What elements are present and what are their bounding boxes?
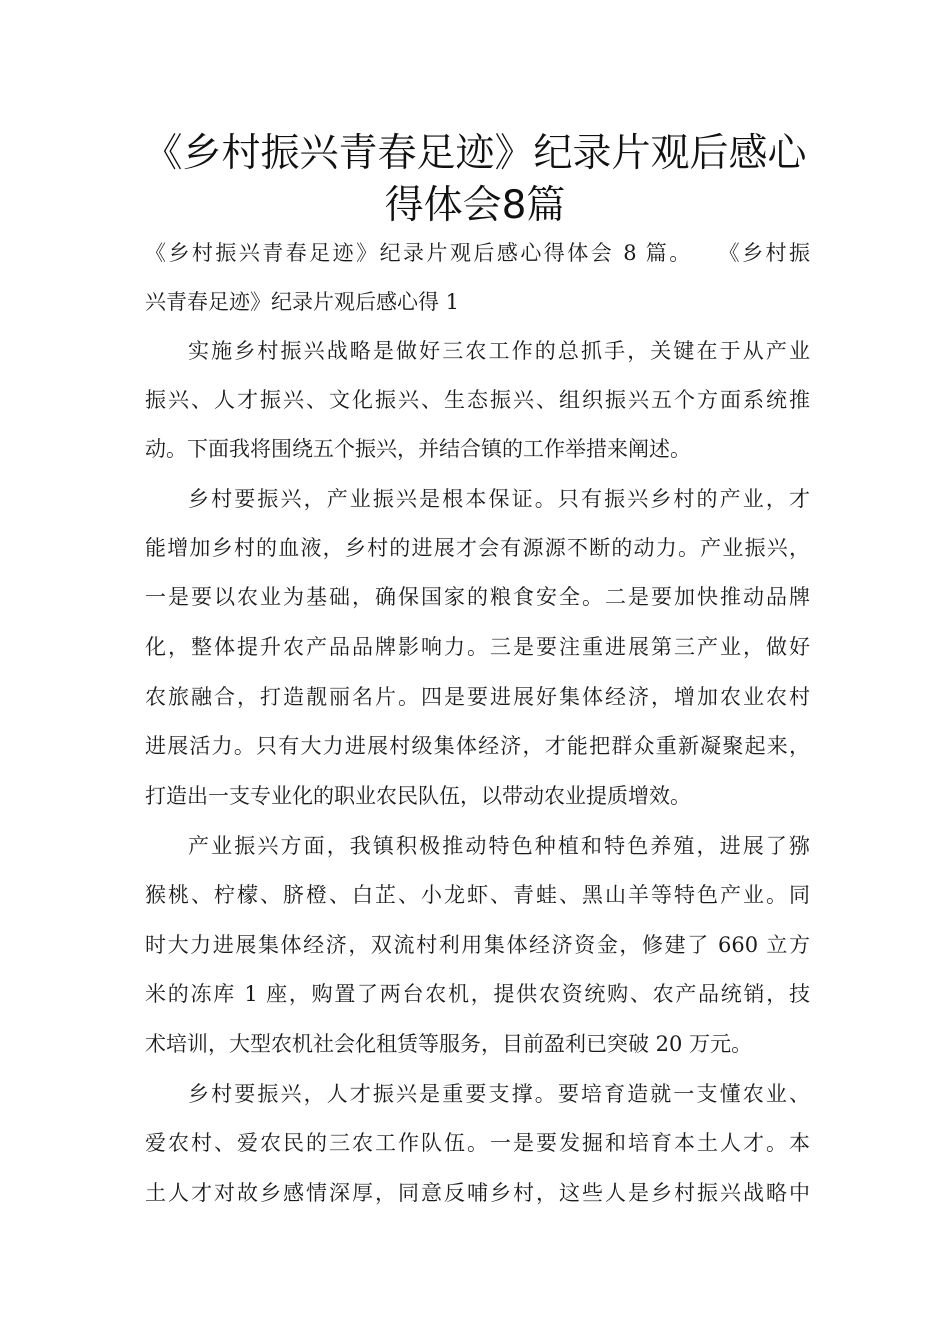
paragraph-line: 动。下面我将围绕五个振兴，并结合镇的工作举措来阐述。 — [145, 437, 691, 461]
paragraph-line: 米的冻库 1 座，购置了两台农机，提供农资统购、农产品统销，技 — [145, 982, 810, 1006]
paragraph-line: 一是要以农业为基础，确保国家的粮食安全。二是要加快推动品牌 — [145, 585, 810, 609]
paragraph-line: 产业振兴方面，我镇积极推动特色种植和特色养殖，进展了猕 — [188, 834, 810, 858]
paragraph-line: 振兴、人才振兴、文化振兴、生态振兴、组织振兴五个方面系统推 — [145, 388, 810, 412]
document-title-line-1: 《乡村振兴青春足迹》纪录片观后感心 — [143, 131, 807, 176]
paragraph-line: 农旅融合，打造靓丽名片。四是要进展好集体经济，增加农业农村 — [145, 685, 810, 709]
paragraph-line: 化，整体提升农产品品牌影响力。三是要注重进展第三产业，做好 — [145, 635, 810, 659]
paragraph-line: 实施乡村振兴战略是做好三农工作的总抓手，关键在于从产业 — [188, 339, 810, 363]
paragraph-line: 土人才对故乡感情深厚，同意反哺乡村，这些人是乡村振兴战略中 — [145, 1181, 810, 1205]
paragraph-line: 术培训，大型农机社会化租赁等服务，目前盈利已突破 20 万元。 — [145, 1032, 753, 1056]
paragraph-line: 打造出一支专业化的职业农民队伍，以带动农业提质增效。 — [145, 784, 691, 808]
intro-line-2: 兴青春足迹》纪录片观后感心得 1 — [145, 290, 460, 314]
paragraph-line: 乡村要振兴，产业振兴是根本保证。只有振兴乡村的产业，才 — [188, 487, 810, 511]
paragraph-line: 时大力进展集体经济，双流村利用集体经济资金，修建了 660 立方 — [145, 933, 810, 957]
paragraph-line: 乡村要振兴，人才振兴是重要支撑。要培育造就一支懂农业、 — [188, 1082, 810, 1106]
document-title-line-2: 得体会8篇 — [384, 183, 566, 228]
paragraph-line: 能增加乡村的血液，乡村的进展才会有源源不断的动力。产业振兴， — [145, 536, 810, 560]
paragraph-line: 进展活力。只有大力进展村级集体经济，才能把群众重新凝聚起来， — [145, 734, 810, 758]
paragraph-line: 猴桃、柠檬、脐橙、白芷、小龙虾、青蛙、黑山羊等特色产业。同 — [145, 883, 810, 907]
intro-line-1: 《乡村振兴青春足迹》纪录片观后感心得体会 8 篇。 《乡村振 — [145, 241, 810, 265]
paragraph-line: 爱农村、爱农民的三农工作队伍。一是要发掘和培育本土人才。本 — [145, 1131, 810, 1155]
